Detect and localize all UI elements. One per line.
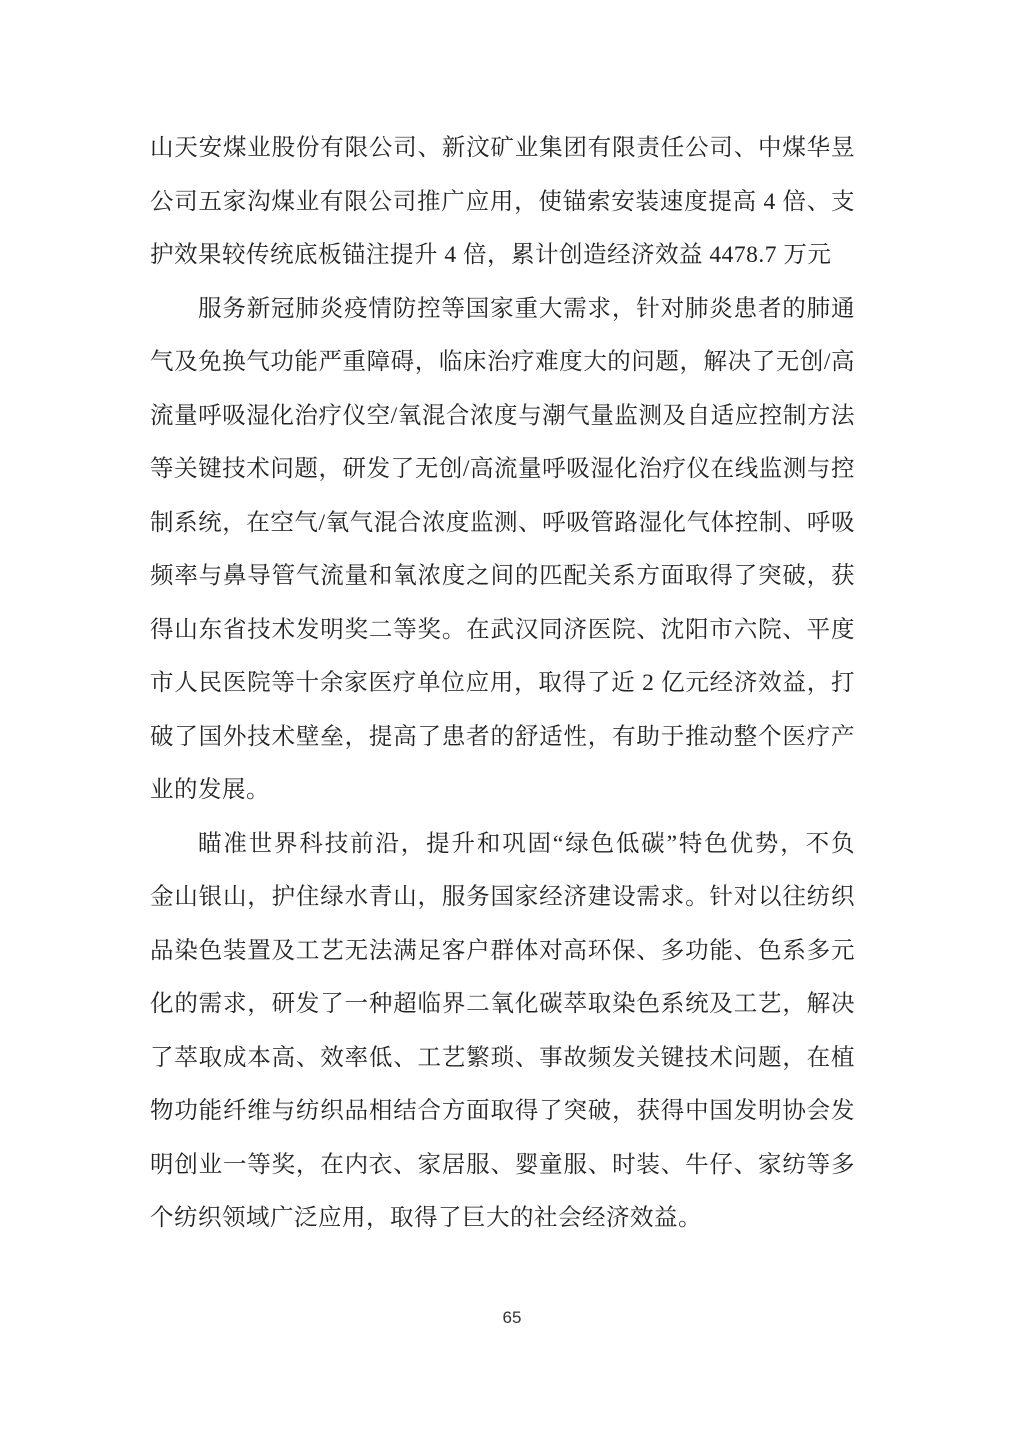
text-line: 市人民医院等十余家医疗单位应用，取得了近 2 亿元经济效益，打 (150, 670, 855, 696)
text-line: 等关键技术问题，研发了无创/高流量呼吸湿化治疗仪在线监测与控 (150, 456, 855, 482)
text-line: 业的发展。 (150, 777, 270, 803)
paragraph (150, 818, 855, 1246)
text-line: 服务新冠肺炎疫情防控等国家重大需求，针对肺炎患者的肺通 (198, 295, 855, 322)
text-line: 护效果较传统底板锚注提升 4 倍，累计创造经济效益 4478.7 万元 (150, 242, 832, 268)
paragraph (150, 122, 855, 283)
text-line: 破了国外技术壁垒，提高了患者的舒适性，有助于推动整个医疗产 (150, 723, 855, 750)
text-line: 了萃取成本高、效率低、工艺繁琐、事故频发关键技术问题，在植 (150, 1044, 855, 1071)
text-line: 流量呼吸湿化治疗仪空/氧混合浓度与潮气量监测及自适应控制方法 (150, 402, 855, 429)
text-line: 个纺织领域广泛应用，取得了巨大的社会经济效益。 (150, 1205, 702, 1231)
text-line: 气及免换气功能严重障碍，临床治疗难度大的问题，解决了无创/高 (150, 349, 855, 375)
paragraph (150, 283, 855, 818)
text-line: 频率与鼻导管气流量和氧浓度之间的匹配关系方面取得了突破，获 (150, 563, 855, 589)
text-line: 山天安煤业股份有限公司、新汶矿业集团有限责任公司、中煤华昱 (150, 135, 855, 161)
text-line: 金山银山，护住绿水青山，服务国家经济建设需求。针对以往纺织 (150, 884, 855, 910)
text-line: 明创业一等奖，在内衣、家居服、婴童服、时装、牛仔、家纺等多 (150, 1151, 855, 1178)
text-line: 品染色装置及工艺无法满足客户群体对高环保、多功能、色系多元 (150, 937, 855, 964)
text-block (150, 122, 855, 1246)
page-number: 65 (502, 1308, 522, 1327)
text-line: 得山东省技术发明奖二等奖。在武汉同济医院、沈阳市六院、平度 (150, 616, 855, 643)
text-line: 公司五家沟煤业有限公司推广应用，使锚索安装速度提高 4 倍、支 (150, 188, 855, 215)
text-line: 制系统，在空气/氧气混合浓度监测、呼吸管路湿化气体控制、呼吸 (150, 509, 855, 536)
text-line: 化的需求，研发了一种超临界二氧化碳萃取染色系统及工艺，解决 (150, 991, 855, 1017)
text-line: 瞄准世界科技前沿，提升和巩固“绿色低碳”特色优势，不负 (198, 830, 855, 857)
text-line: 物功能纤维与纺织品相结合方面取得了突破，获得中国发明协会发 (150, 1098, 855, 1124)
